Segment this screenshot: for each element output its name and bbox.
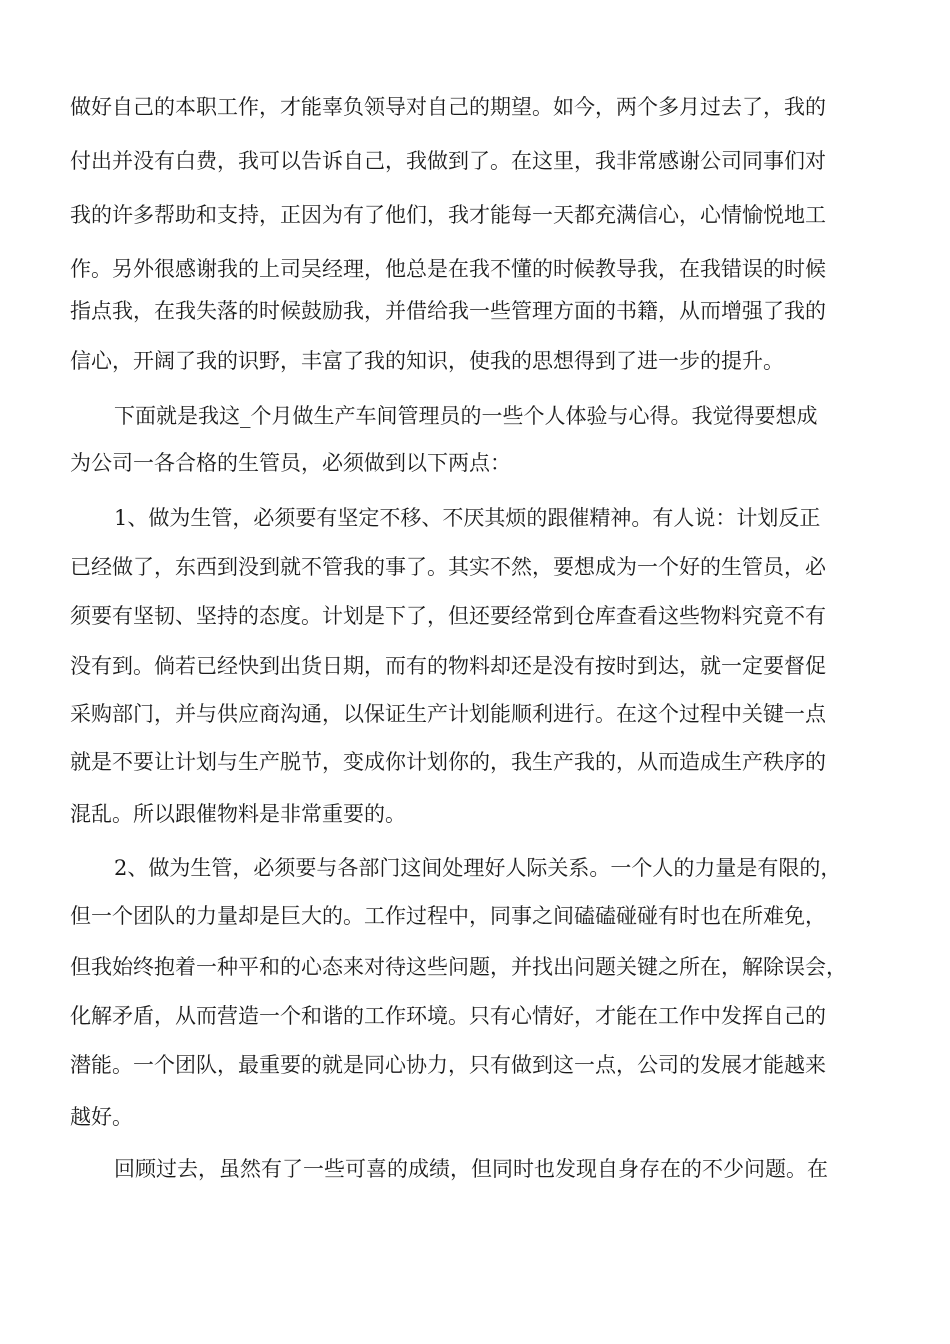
text-line: 我的许多帮助和支持，正因为有了他们，我才能每一天都充满信心，心情愉悦地工 [70, 203, 826, 227]
paragraph-first-line: 下面就是我这_个月做生产车间管理员的一些个人体验与心得。我觉得要想成 [114, 404, 818, 428]
text-line: 付出并没有白费，我可以告诉自己，我做到了。在这里，我非常感谢公司同事们对 [70, 149, 826, 173]
text-line: 潜能。一个团队，最重要的就是同心协力，只有做到这一点，公司的发展才能越来 [70, 1053, 826, 1077]
text-line: 但一个团队的力量却是巨大的。工作过程中，同事之间磕磕碰碰有时也在所难免， [70, 904, 826, 928]
text-line: 信心，开阔了我的识野，丰富了我的知识，使我的思想得到了进一步的提升。 [70, 349, 784, 373]
paragraph-first-line: 1、做为生管，必须要有坚定不移、不厌其烦的跟催精神。有人说：计划反正 [114, 506, 821, 530]
text-line: 化解矛盾，从而营造一个和谐的工作环境。只有心情好，才能在工作中发挥自己的 [70, 1004, 826, 1028]
text-line: 为公司一各合格的生管员，必须做到以下两点： [70, 451, 511, 475]
text-line: 指点我，在我失落的时候鼓励我，并借给我一些管理方面的书籍，从而增强了我的 [70, 299, 826, 323]
text-line: 但我始终抱着一种平和的心态来对待这些问题，并找出问题关键之所在，解除误会， [70, 955, 847, 979]
text-line: 混乱。所以跟催物料是非常重要的。 [70, 802, 406, 826]
text-line: 已经做了，东西到没到就不管我的事了。其实不然，要想成为一个好的生管员，必 [70, 555, 826, 579]
text-line: 做好自己的本职工作，才能辜负领导对自己的期望。如今，两个多月过去了，我的 [70, 95, 826, 119]
paragraph-first-line: 回顾过去，虽然有了一些可喜的成绩，但同时也发现自身存在的不少问题。在 [114, 1157, 828, 1181]
text-line: 须要有坚韧、坚持的态度。计划是下了，但还要经常到仓库查看这些物料究竟不有 [70, 604, 826, 628]
text-line: 作。另外很感谢我的上司吴经理，他总是在我不懂的时候教导我，在我错误的时候 [70, 257, 826, 281]
text-line: 采购部门，并与供应商沟通，以保证生产计划能顺利进行。在这个过程中关键一点 [70, 702, 826, 726]
text-line: 就是不要让计划与生产脱节，变成你计划你的，我生产我的，从而造成生产秩序的 [70, 750, 826, 774]
text-line: 没有到。倘若已经快到出货日期，而有的物料却还是没有按时到达，就一定要督促 [70, 654, 826, 678]
paragraph-first-line: 2、做为生管，必须要与各部门这间处理好人际关系。一个人的力量是有限的， [114, 856, 842, 880]
text-line: 越好。 [70, 1105, 133, 1129]
